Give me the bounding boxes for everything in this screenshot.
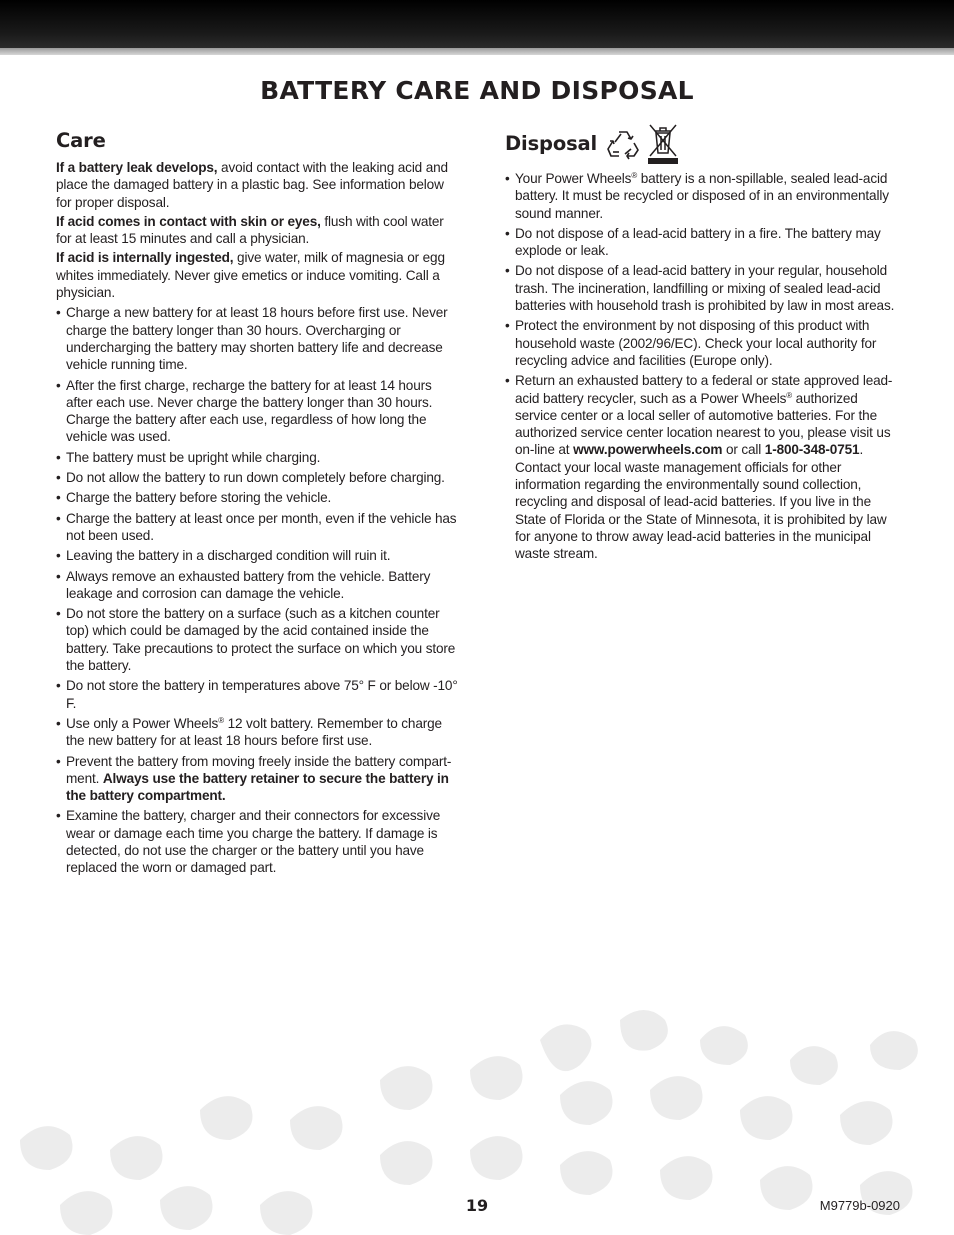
disposal-bullet-list [505, 170, 903, 563]
paragraph-lead: If acid is internally ingested, [56, 250, 234, 266]
care-bullet: • The battery must be upright while charging. [56, 449, 460, 466]
bullet-text: Use only a Power Wheels [66, 715, 219, 731]
page-title: BATTERY CARE AND DISPOSAL [260, 76, 694, 105]
page-number: 19 [465, 1196, 489, 1215]
bullet-text: or call [722, 442, 765, 458]
bullet-text: Return an exhausted battery to a federal or state approved lead-acid battery recycler, such as a Power Wheels [515, 373, 893, 406]
disposal-bullet-power-wheels [505, 170, 903, 222]
disposal-heading-text: Disposal [505, 132, 598, 155]
care-bullet: • Examine the battery, charger and their connectors for excessive wear or damage each time you charge the battery. If damage is detected, do not use the charger or the battery until you have replaced the worn or damaged part. [56, 807, 460, 876]
bullet-bold-text: Always use the battery retainer to secure the battery in the battery compartment. [66, 770, 449, 804]
disposal-bullet-return [505, 372, 903, 562]
disposal-heading [505, 123, 903, 165]
care-bullet: • Charge a new battery for at least 18 hours before first use. Never charge the battery longer than 30 hours. Overcharging or undercharging the battery may shorten battery life and decrease vehicle running time. [56, 304, 460, 373]
disposal-section [505, 128, 903, 566]
care-bullet: • Charge the battery before storing the vehicle. [56, 489, 460, 506]
care-bullet: • Always remove an exhausted battery from the vehicle. Battery leakage and corrosion can damage the vehicle. [56, 568, 460, 603]
care-heading-text: Care [56, 129, 106, 152]
care-bullet-power-wheels [56, 715, 460, 750]
disposal-icons [607, 123, 679, 165]
bullet-text: Your Power Wheels [515, 171, 632, 186]
care-section [56, 128, 460, 880]
bullet-text: 12 volt battery. Remember to charge the new battery for at least 18 hours before first use. [66, 715, 442, 749]
care-paragraph-skin [56, 213, 460, 248]
paragraph-lead: If a battery leak develops, [56, 160, 218, 175]
header-bar-edge [0, 48, 954, 55]
care-bullet: • Charge the battery at least once per month, even if the vehicle has not been used. [56, 510, 460, 545]
care-paragraph-leak [56, 159, 460, 211]
care-bullet-retainer [56, 753, 460, 805]
care-bullet: • Do not store the battery on a surface (such as a kitchen counter top) which could be damaged by the acid contained inside the battery. Take precautions to protect the surface on which you store the battery. [56, 605, 460, 674]
care-bullet: • Do not store the battery in temperatures above 75° F or below -10° F. [56, 677, 460, 712]
paragraph-text: avoid contact with the leaking acid and place the damaged battery in a plastic bag. See information below for proper disposal. [56, 160, 448, 210]
disposal-bullet: • Do not dispose of a lead-acid battery in your regular, household trash. The incineration, landfilling or mixing of sealed lead-acid batteries with household trash is prohibited by law in most areas. [505, 262, 903, 314]
registered-mark: ® [786, 390, 793, 400]
registered-mark: ® [218, 715, 224, 725]
care-bullet: • Do not allow the battery to run down completely before charging. [56, 469, 460, 486]
document-code: M9779b-0920 [819, 1198, 900, 1213]
paragraph-text: flush with cool water for at least 15 minutes and call a physician. [56, 213, 444, 247]
disposal-bullet: • Do not dispose of a lead-acid battery in a fire. The battery may explode or leak. [505, 225, 903, 260]
paragraph-text: give water, milk of magnesia or egg whites immediately. Never give emetics or induce vomiting. Call a physician. [56, 250, 445, 301]
bullet-text: Prevent the battery from moving freely inside the battery compart-ment. [66, 753, 452, 786]
registered-mark: ® [631, 171, 638, 180]
phone-number: 1-800-348-0751 [764, 442, 860, 458]
care-bullet: • After the first charge, recharge the battery for at least 14 hours after each use. Never charge the battery longer than 30 hours. Charge the battery after each use, regardless of how long the vehicle was used. [56, 377, 460, 446]
recycle-icon [607, 128, 639, 160]
header-bar [0, 0, 954, 48]
bullet-text: battery is a non-spillable, sealed lead-acid battery. It must be recycled or disposed of in an environmentally sound manner. [515, 171, 889, 221]
paragraph-lead: If acid comes in contact with skin or eyes, [56, 213, 321, 229]
disposal-bullet: • Protect the environment by not disposing of this product with household waste (2002/96/EC). Check your local authority for recycling advice and facilities (Europe only). [505, 317, 903, 369]
care-bullet: • Leaving the battery in a discharged condition will ruin it. [56, 547, 460, 564]
care-heading [56, 128, 460, 154]
bullet-text: authorized service center or a local seller of automotive batteries. For the authorized service center location nearest to you, please visit us on-line at [515, 390, 891, 458]
care-bullet-list [56, 304, 460, 876]
website-text: www.powerwheels.com [573, 442, 723, 458]
bullet-text: . Contact your local waste management officials for other information regarding the environmentally sound collection, recycling and disposal of lead-acid batteries. If you live in the State of Florida or the State of Minnesota, it is prohibited by law for anyone to throw away lead-acid batteries in the municipal waste stream. [515, 442, 887, 562]
crossed-out-bin-icon [647, 123, 679, 165]
care-paragraph-ingested [56, 249, 460, 301]
